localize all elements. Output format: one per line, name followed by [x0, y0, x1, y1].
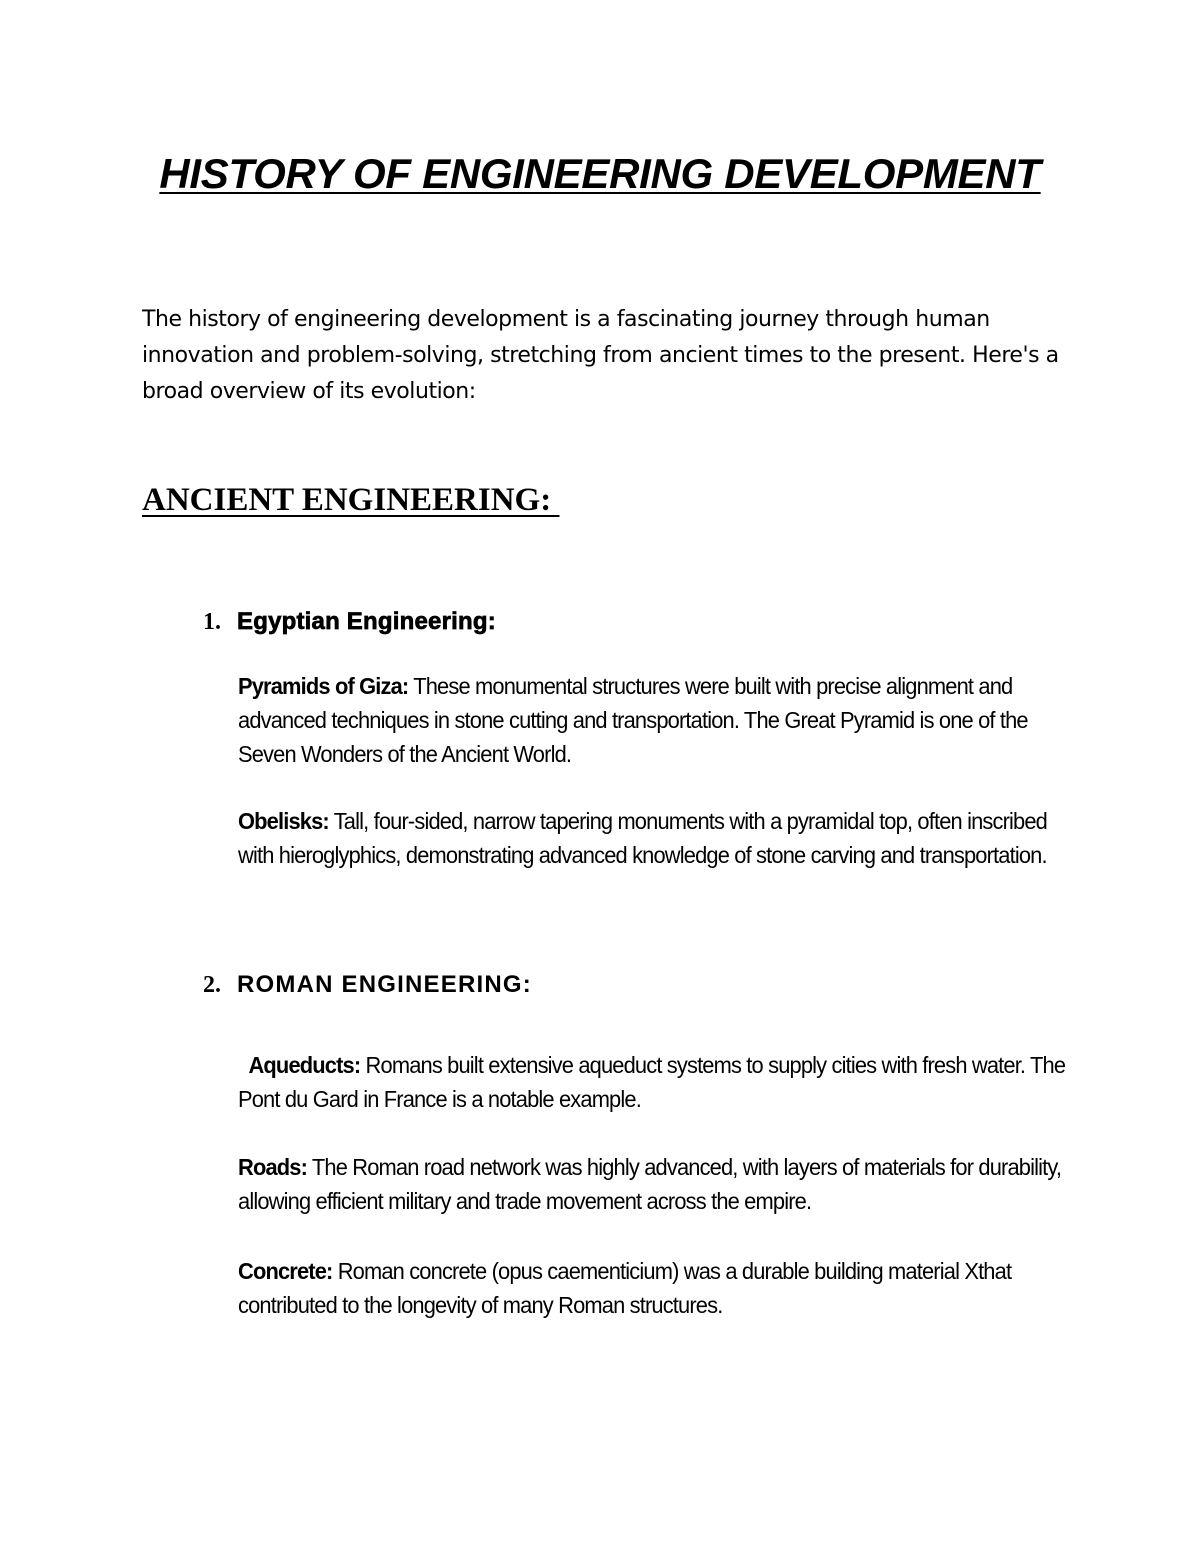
item-heading-roman — [203, 967, 532, 1003]
entry-term: Concrete: — [238, 1258, 333, 1284]
entry-text: The Roman road network was highly advanced, with layers of materials for durability, allowing efficient military and trade movement across the empire. — [238, 1154, 1062, 1214]
entry-concrete — [238, 1254, 1066, 1322]
intro-paragraph: The history of engineering development is a fascinating journey through human innovation and problem-solving, stretching from ancient times to the present. Here's a broad overview of its evolution: — [142, 307, 1059, 404]
entry-text: Romans built extensive aqueduct systems to supply cities with fresh water. The Pont du Gard in France is a notable example. — [238, 1052, 1066, 1112]
entry-term: Aqueducts: — [248, 1052, 361, 1078]
entry-term: Roads: — [238, 1154, 308, 1180]
item-number: 1. — [203, 609, 221, 635]
entry-term: Obelisks: — [238, 808, 329, 834]
entry-roads — [238, 1150, 1066, 1218]
document-title: HISTORY OF ENGINEERING DEVELOPMENT — [159, 150, 1041, 197]
entry-aqueducts — [238, 1048, 1066, 1116]
section-heading-ancient: ANCIENT ENGINEERING: — [142, 482, 560, 518]
entry-text: Roman concrete (opus caementicium) was a durable building material Xthat contributed to the longevity of many Roman structures. — [238, 1258, 1012, 1318]
item-heading-egyptian — [203, 604, 496, 640]
entry-obelisks — [238, 804, 1066, 872]
entry-text: These monumental structures were built with precise alignment and advanced techniques in stone cutting and transportation. The Great Pyramid is one of the Seven Wonders of the Ancient World. — [238, 673, 1028, 767]
entry-pyramids-of-giza — [238, 669, 1066, 771]
entry-term: Pyramids of Giza: — [238, 673, 409, 699]
item-number: 2. — [203, 972, 221, 998]
item-title: Egyptian Engineering: — [237, 608, 496, 635]
entry-text: Tall, four-sided, narrow tapering monuments with a pyramidal top, often inscribed with hieroglyphics, demonstrating advanced knowledge of stone carving and transportation. — [238, 808, 1048, 868]
item-title: ROMAN ENGINEERING: — [237, 971, 532, 998]
